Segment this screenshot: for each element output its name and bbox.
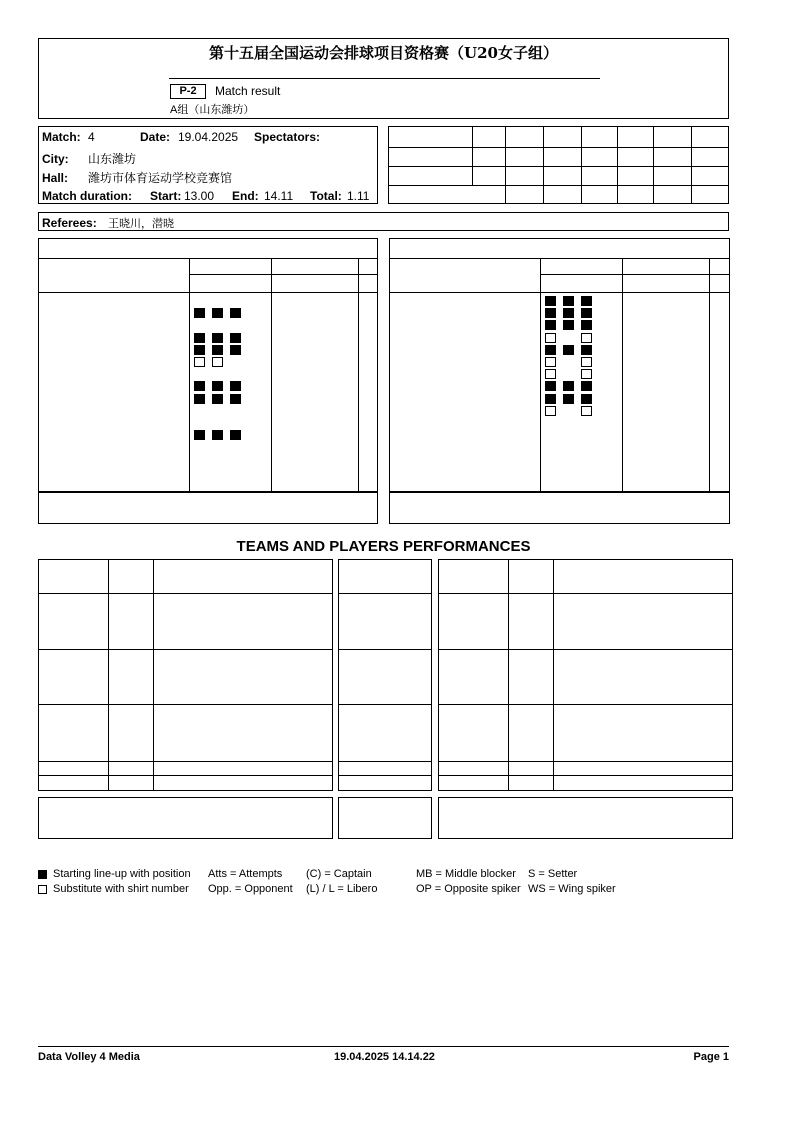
legend-libero: (L) / L = Libero bbox=[306, 883, 378, 895]
lineup-start-box bbox=[212, 345, 223, 355]
lineup-start-box bbox=[545, 345, 556, 355]
match-date: 19.04.2025 bbox=[178, 130, 239, 144]
score-col-line bbox=[581, 126, 582, 204]
score-col-line bbox=[617, 126, 618, 204]
player-number bbox=[391, 357, 409, 368]
report-code: P-2 bbox=[170, 84, 206, 99]
player-number bbox=[391, 308, 409, 319]
player-number bbox=[40, 296, 58, 307]
player-total-points bbox=[358, 406, 378, 417]
player-number bbox=[40, 369, 58, 380]
title-underline bbox=[169, 78, 600, 79]
player-total-points bbox=[709, 320, 730, 331]
lineup-start-box bbox=[212, 308, 223, 318]
perf-block-box bbox=[338, 593, 432, 650]
perf-col-line bbox=[508, 593, 509, 649]
player-total-points bbox=[358, 394, 378, 405]
player-total-points bbox=[709, 381, 730, 392]
lineup-sub-box bbox=[545, 357, 556, 367]
lineup-start-box bbox=[581, 296, 592, 306]
legend-atts: Atts = Attempts bbox=[208, 868, 283, 880]
perf-header-box bbox=[338, 559, 432, 594]
player-number bbox=[391, 418, 409, 429]
column-header-line bbox=[38, 292, 378, 293]
team-staff-box bbox=[38, 492, 378, 524]
lineup-start-box bbox=[545, 320, 556, 330]
perf-summary-box bbox=[438, 761, 733, 776]
lineup-start-box bbox=[212, 394, 223, 404]
lineup-start-box bbox=[563, 308, 574, 318]
city-value: 山东潍坊 bbox=[88, 152, 137, 166]
perf-block-box bbox=[38, 704, 333, 762]
lineup-start-box bbox=[581, 320, 592, 330]
perf-block-box bbox=[38, 593, 333, 650]
lineup-sub-box bbox=[194, 357, 205, 367]
perf-col-line bbox=[508, 761, 509, 775]
player-number bbox=[391, 406, 409, 417]
perf-col-line bbox=[553, 559, 554, 593]
lineup-header-line bbox=[189, 274, 378, 275]
player-total-points bbox=[709, 430, 730, 441]
footer-page: Page 1 bbox=[693, 1051, 729, 1063]
legend-start-text: Starting line-up with position bbox=[53, 868, 191, 880]
lineup-start-box bbox=[563, 394, 574, 404]
player-number bbox=[391, 345, 409, 356]
perf-summary-box bbox=[338, 775, 432, 791]
score-col-line bbox=[653, 126, 654, 204]
player-total-points bbox=[709, 333, 730, 344]
legend-sub-text: Substitute with shirt number bbox=[53, 883, 189, 895]
team-roster-box bbox=[38, 238, 378, 492]
end-value: 14.11 bbox=[264, 189, 294, 203]
team-roster-box bbox=[389, 238, 730, 492]
best-scorers-box bbox=[438, 797, 733, 839]
lineup-start-box bbox=[194, 345, 205, 355]
player-number bbox=[391, 430, 409, 441]
lineup-start-box bbox=[230, 381, 241, 391]
player-number bbox=[391, 333, 409, 344]
player-number bbox=[391, 394, 409, 405]
player-total-points bbox=[709, 308, 730, 319]
score-row-line bbox=[388, 166, 729, 167]
legend-op: OP = Opposite spiker bbox=[416, 883, 521, 895]
player-total-points bbox=[358, 333, 378, 344]
score-col-line bbox=[505, 126, 506, 204]
player-total-points bbox=[709, 345, 730, 356]
perf-col-line bbox=[108, 649, 109, 704]
legend-sub-marker bbox=[38, 885, 47, 894]
perf-col-line bbox=[553, 593, 554, 649]
lineup-sub-box bbox=[545, 333, 556, 343]
perf-col-line bbox=[508, 775, 509, 790]
player-number bbox=[40, 394, 58, 405]
lineup-start-box bbox=[212, 381, 223, 391]
report-subtitle: Match result bbox=[215, 84, 281, 98]
referees-value: 王晓川，潜晓 bbox=[108, 218, 174, 230]
player-number bbox=[40, 430, 58, 441]
player-number bbox=[40, 357, 58, 368]
perf-header-box bbox=[38, 559, 333, 594]
start-value: 13.00 bbox=[184, 189, 215, 203]
player-total-points bbox=[709, 394, 730, 405]
legend-ws: WS = Wing spiker bbox=[528, 883, 616, 895]
player-number bbox=[391, 381, 409, 392]
score-row-line bbox=[388, 147, 729, 148]
date-label: Date: bbox=[140, 130, 171, 144]
lineup-start-box bbox=[194, 308, 205, 318]
player-total-points bbox=[358, 345, 378, 356]
perf-col-line bbox=[553, 775, 554, 790]
player-total-points bbox=[358, 320, 378, 331]
group-label: A组（山东潍坊） bbox=[170, 104, 255, 116]
perf-col-line bbox=[508, 559, 509, 593]
perf-block-box bbox=[438, 593, 733, 650]
lineup-sub-box bbox=[581, 406, 592, 416]
legend-captain: (C) = Captain bbox=[306, 868, 372, 880]
total-duration-value: 1.11 bbox=[347, 189, 370, 203]
team-name-underline bbox=[38, 258, 378, 259]
player-number bbox=[391, 369, 409, 380]
lineup-header-line bbox=[540, 274, 730, 275]
lineup-start-box bbox=[230, 430, 241, 440]
perf-block-box bbox=[338, 649, 432, 705]
column-header-line bbox=[389, 292, 730, 293]
referees-label: Referees: bbox=[42, 216, 97, 230]
total-label: Total: bbox=[310, 189, 342, 203]
performance-title: TEAMS AND PLAYERS PERFORMANCES bbox=[236, 538, 531, 555]
player-total-points bbox=[358, 381, 378, 392]
match-label: Match: bbox=[42, 130, 81, 144]
score-table bbox=[388, 126, 729, 204]
lineup-start-box bbox=[563, 345, 574, 355]
lineup-start-box bbox=[212, 333, 223, 343]
perf-col-line bbox=[553, 761, 554, 775]
legend-s: S = Setter bbox=[528, 868, 578, 880]
score-col-line bbox=[543, 126, 544, 204]
city-label: City: bbox=[42, 152, 69, 166]
footer-rule bbox=[38, 1046, 729, 1047]
team-staff-box bbox=[389, 492, 730, 524]
lineup-left-line bbox=[189, 258, 190, 492]
best-scorers-box bbox=[338, 797, 432, 839]
lineup-sub-box bbox=[545, 406, 556, 416]
perf-col-line bbox=[153, 761, 154, 775]
perf-col-line bbox=[153, 559, 154, 593]
lineup-start-box bbox=[581, 381, 592, 391]
perf-col-line bbox=[553, 649, 554, 704]
lineup-sub-box bbox=[545, 369, 556, 379]
legend-mb: MB = Middle blocker bbox=[416, 868, 516, 880]
player-number bbox=[40, 345, 58, 356]
perf-block-box bbox=[438, 649, 733, 705]
lineup-start-box bbox=[563, 320, 574, 330]
lineup-sub-box bbox=[212, 357, 223, 367]
lineup-start-box bbox=[230, 345, 241, 355]
lineup-start-box bbox=[581, 345, 592, 355]
lineup-start-box bbox=[194, 381, 205, 391]
player-total-points bbox=[358, 418, 378, 429]
perf-col-line bbox=[108, 775, 109, 790]
lineup-start-box bbox=[230, 308, 241, 318]
lineup-right-line bbox=[622, 258, 623, 492]
player-total-points bbox=[358, 357, 378, 368]
spectators-label: Spectators: bbox=[254, 130, 321, 144]
score-col-line bbox=[472, 126, 473, 185]
lineup-start-box bbox=[545, 296, 556, 306]
footer-left: Data Volley 4 Media bbox=[38, 1051, 140, 1063]
player-number bbox=[40, 406, 58, 417]
player-total-points bbox=[358, 296, 378, 307]
lineup-start-box bbox=[194, 394, 205, 404]
duration-label: Match duration: bbox=[42, 189, 132, 203]
perf-summary-box bbox=[438, 775, 733, 791]
score-col-line bbox=[691, 126, 692, 204]
lineup-start-box bbox=[212, 430, 223, 440]
page-title: 第十五届全国运动会排球项目资格赛（U20女子组） bbox=[209, 44, 558, 62]
perf-col-line bbox=[153, 593, 154, 649]
hall-label: Hall: bbox=[42, 171, 69, 185]
perf-col-line bbox=[508, 704, 509, 761]
perf-col-line bbox=[108, 761, 109, 775]
score-row-line bbox=[388, 185, 729, 186]
end-label: End: bbox=[232, 189, 259, 203]
lineup-start-box bbox=[230, 333, 241, 343]
player-number bbox=[40, 418, 58, 429]
perf-block-box bbox=[338, 704, 432, 762]
perf-col-line bbox=[108, 704, 109, 761]
lineup-start-box bbox=[563, 381, 574, 391]
player-number bbox=[391, 320, 409, 331]
player-total-points bbox=[709, 369, 730, 380]
perf-block-box bbox=[38, 649, 333, 705]
lineup-start-box bbox=[563, 296, 574, 306]
player-total-points bbox=[358, 369, 378, 380]
team-name-underline bbox=[389, 258, 730, 259]
lineup-sub-box bbox=[581, 369, 592, 379]
match-number: 4 bbox=[88, 130, 95, 144]
lineup-start-box bbox=[545, 381, 556, 391]
legend-start-marker bbox=[38, 870, 47, 879]
lineup-start-box bbox=[230, 394, 241, 404]
lineup-start-box bbox=[581, 394, 592, 404]
perf-col-line bbox=[153, 775, 154, 790]
perf-summary-box bbox=[38, 761, 333, 776]
lineup-start-box bbox=[194, 333, 205, 343]
start-label: Start: bbox=[150, 189, 182, 203]
lineup-start-box bbox=[545, 308, 556, 318]
hall-value: 潍坊市体育运动学校竞赛馆 bbox=[88, 171, 233, 185]
lineup-start-box bbox=[581, 308, 592, 318]
perf-summary-box bbox=[38, 775, 333, 791]
perf-col-line bbox=[153, 649, 154, 704]
perf-col-line bbox=[108, 559, 109, 593]
perf-col-line bbox=[553, 704, 554, 761]
player-number bbox=[40, 381, 58, 392]
perf-summary-box bbox=[338, 761, 432, 776]
player-total-points bbox=[709, 418, 730, 429]
footer-timestamp: 19.04.2025 14.14.22 bbox=[334, 1051, 435, 1063]
lineup-sub-box bbox=[581, 357, 592, 367]
player-number bbox=[40, 333, 58, 344]
lineup-start-box bbox=[194, 430, 205, 440]
player-total-points bbox=[358, 430, 378, 441]
perf-col-line bbox=[508, 649, 509, 704]
player-number bbox=[40, 320, 58, 331]
lineup-sub-box bbox=[581, 333, 592, 343]
player-total-points bbox=[358, 308, 378, 319]
player-number bbox=[391, 296, 409, 307]
lineup-start-box bbox=[545, 394, 556, 404]
player-total-points bbox=[709, 357, 730, 368]
legend-opp: Opp. = Opponent bbox=[208, 883, 293, 895]
player-total-points bbox=[709, 406, 730, 417]
player-number bbox=[40, 308, 58, 319]
perf-block-box bbox=[438, 704, 733, 762]
best-scorers-box bbox=[38, 797, 333, 839]
perf-header-box bbox=[438, 559, 733, 594]
perf-col-line bbox=[153, 704, 154, 761]
lineup-left-line bbox=[540, 258, 541, 492]
perf-col-line bbox=[108, 593, 109, 649]
lineup-right-line bbox=[271, 258, 272, 492]
player-total-points bbox=[709, 296, 730, 307]
